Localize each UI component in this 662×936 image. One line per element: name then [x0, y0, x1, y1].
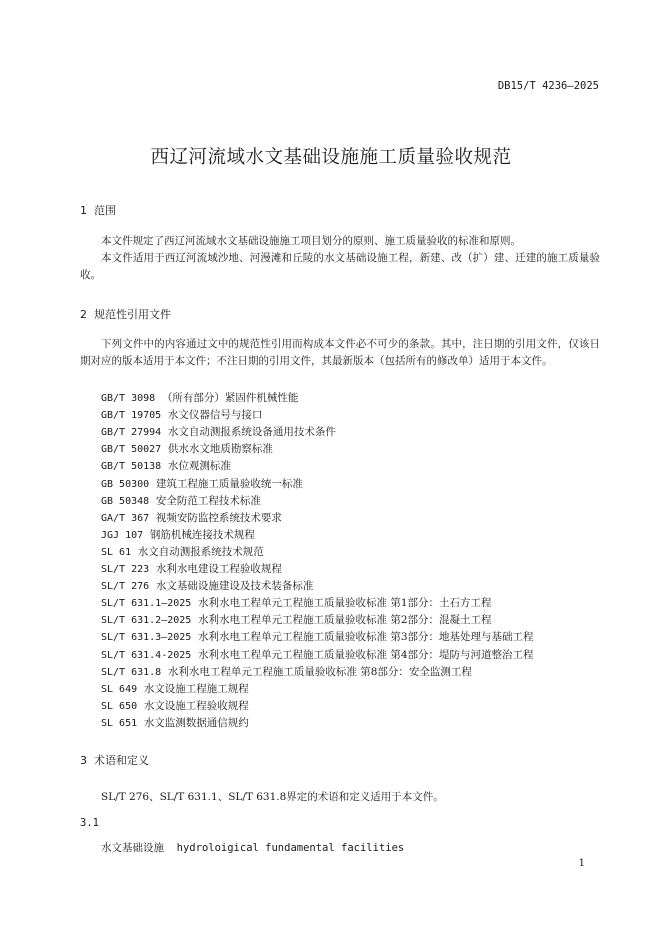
reference-item — [101, 390, 298, 405]
reference-title: （所有部分）紧固件机械性能 — [161, 392, 299, 404]
term-english: hydroloigical fundamental facilities — [176, 842, 405, 854]
reference-item — [101, 612, 492, 627]
reference-title: 水利水电工程单元工程施工质量验收标准 第3部分：地基处理与基础工程 — [198, 631, 534, 644]
reference-item — [101, 595, 492, 610]
terms-intro: SL/T 276、SL/T 631.1、SL/T 631.8界定的术语和定义适用于本文件。 — [101, 791, 444, 803]
reference-title: 水文监测数据通信规约 — [143, 716, 249, 729]
reference-title: 水文仪器信号与接口 — [167, 409, 263, 422]
reference-title: 水利水电工程单元工程施工质量验收标准 第8部分：安全监测工程 — [167, 665, 472, 678]
reference-title: 水利水电工程单元工程施工质量验收标准 第4部分：堤防与河道整治工程 — [198, 648, 534, 661]
reference-code: GB 50300 — [101, 478, 150, 490]
reference-code: SL/T 631.2—2025 — [101, 615, 192, 627]
reference-code: SL 651 — [101, 717, 138, 729]
reference-title: 钢筋机械连接技术规程 — [149, 528, 255, 541]
reference-title: 水文自动测报系统设备通用技术条件 — [167, 426, 336, 439]
reference-item — [101, 561, 282, 576]
reference-item — [101, 510, 282, 525]
reference-title: 水利水电工程单元工程施工质量验收标准 第1部分：土石方工程 — [198, 597, 492, 610]
reference-item — [101, 527, 255, 542]
reference-code: GB/T 50138 — [101, 461, 162, 473]
reference-title: 水位观测标准 — [167, 460, 231, 473]
reference-code: SL 650 — [101, 700, 138, 712]
reference-title: 供水水文地质勘察标准 — [167, 443, 273, 456]
reference-code: GB/T 27994 — [101, 427, 162, 439]
reference-title: 水利水电建设工程验收规程 — [155, 563, 282, 575]
section-1-heading — [80, 202, 116, 218]
reference-item — [101, 493, 261, 508]
reference-item — [101, 441, 273, 456]
section-number: 3 — [80, 754, 87, 767]
reference-code: JGJ 107 — [101, 529, 144, 541]
reference-title: 安全防范工程技术标准 — [155, 494, 261, 507]
reference-title: 建筑工程施工质量验收统一标准 — [155, 477, 303, 490]
section-title: 术语和定义 — [94, 754, 149, 767]
section-2-heading — [80, 306, 171, 322]
reference-title: 视频安防监控系统技术要求 — [155, 511, 282, 524]
reference-code: SL/T 631.1—2025 — [101, 598, 192, 610]
reference-title: 水文设施工程施工规程 — [143, 682, 249, 695]
reference-item — [101, 647, 534, 662]
reference-item — [101, 681, 249, 696]
reference-code: SL 649 — [101, 683, 138, 695]
document-code: DB15/T 4236—2025 — [497, 80, 599, 92]
reference-item — [101, 664, 472, 679]
reference-item — [101, 698, 249, 713]
reference-title: 水文基础设施建设及技术装备标准 — [155, 580, 314, 593]
reference-code: SL/T 223 — [101, 564, 150, 575]
reference-code: SL/T 631.3—2025 — [101, 632, 192, 644]
document-title: 西辽河流域水文基础设施施工质量验收规范 — [150, 147, 512, 168]
reference-code: SL/T 276 — [101, 581, 150, 593]
reference-code: SL 61 — [101, 546, 132, 558]
page-number: 1 — [578, 858, 585, 869]
reference-code: SL/T 631.8 — [101, 666, 162, 678]
clause-number: 3.1 — [80, 817, 99, 829]
reference-item — [101, 578, 313, 593]
section-number: 1 — [80, 204, 87, 217]
reference-code: GA/T 367 — [101, 512, 150, 524]
reference-code: GB 50348 — [101, 495, 150, 507]
reference-item — [101, 629, 534, 644]
reference-item — [101, 407, 262, 422]
section-title: 范围 — [94, 204, 116, 217]
term-chinese: 水文基础设施 — [101, 842, 164, 854]
scope-paragraph-2: 本文件适用于西辽河流域沙地、河漫滩和丘陵的水文基础设施工程，新建、改（扩）建、迁建的施工质量验收。 — [80, 252, 600, 281]
reference-item — [101, 458, 231, 473]
reference-title: 水文设施工程验收规程 — [143, 699, 249, 712]
reference-title: 水文自动测报系统技术规范 — [137, 545, 264, 558]
section-number: 2 — [80, 308, 87, 321]
reference-code: GB/T 50027 — [101, 444, 162, 456]
reference-item — [101, 544, 264, 559]
reference-title: 水利水电工程单元工程施工质量验收标准 第2部分：混凝土工程 — [198, 614, 492, 627]
reference-code: SL/T 631.4-2025 — [101, 649, 192, 661]
reference-code: GB/T 19705 — [101, 410, 162, 422]
term-entry — [101, 840, 404, 855]
references-intro: 下列文件中的内容通过文中的规范性引用而构成本文件必不可少的条款。其中，注日期的引用文件，仅该日期对应的版本适用于本文件；不注日期的引用文件，其最新版本（包括所有的修改单）适用于本文件。 — [80, 338, 600, 367]
section-title: 规范性引用文件 — [94, 308, 171, 321]
reference-item — [101, 715, 249, 730]
reference-item — [101, 424, 336, 439]
reference-item — [101, 476, 303, 491]
scope-paragraph-1: 本文件规定了西辽河流域水文基础设施施工项目划分的原则、施工质量验收的标准和原则。 — [101, 235, 521, 247]
reference-code: GB/T 3098 — [101, 393, 156, 404]
section-3-heading — [80, 752, 149, 768]
